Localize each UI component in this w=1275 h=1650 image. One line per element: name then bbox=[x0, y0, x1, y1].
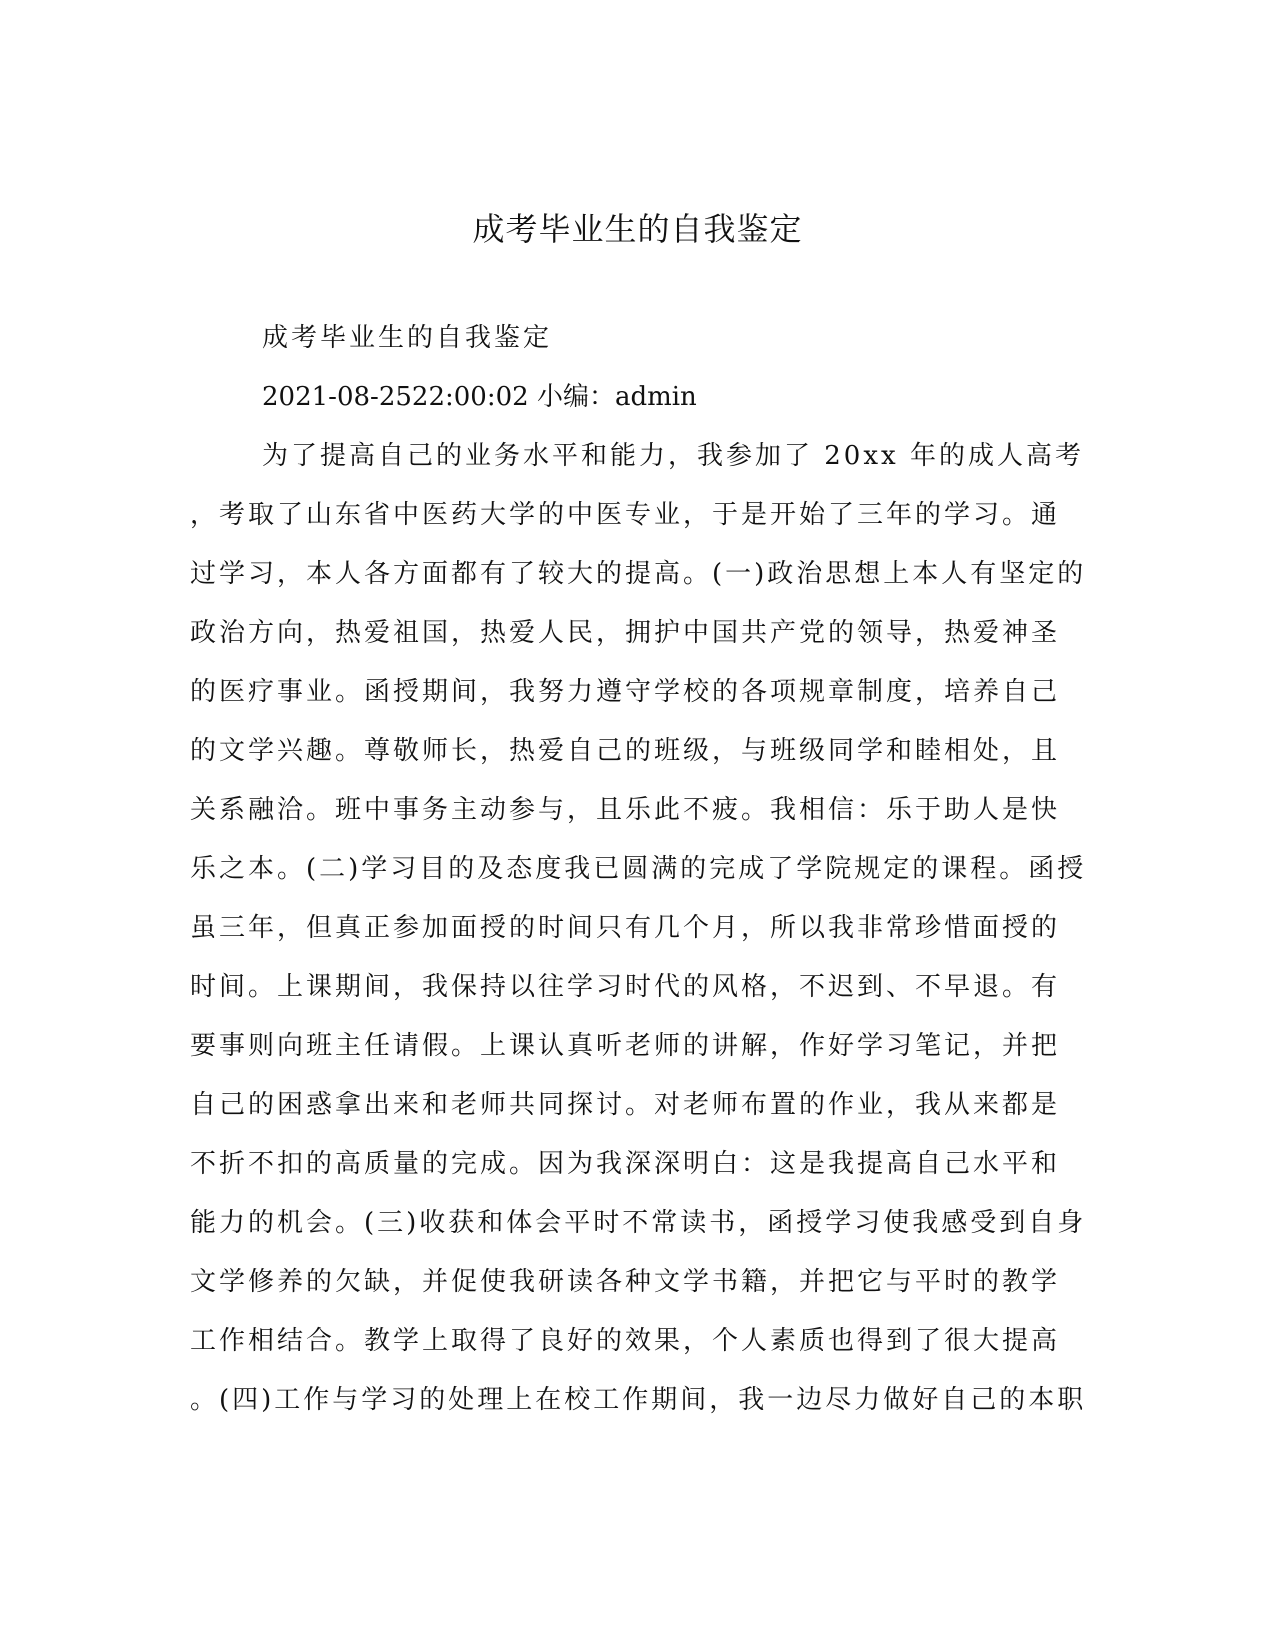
publish-meta: 2021-08-2522:00:02 小编：admin bbox=[262, 382, 697, 412]
body-line: 的文学兴趣。尊敬师长，热爱自己的班级，与班级同学和睦相处，且 bbox=[190, 736, 1061, 766]
body-line: 能力的机会。(三)收获和体会平时不常读书，函授学习使我感受到自身 bbox=[190, 1208, 1087, 1238]
body-line: 为了提高自己的业务水平和能力，我参加了 20xx 年的成人高考 bbox=[262, 441, 1084, 471]
body-line: 政治方向，热爱祖国，热爱人民，拥护中国共产党的领导，热爱神圣 bbox=[190, 618, 1061, 648]
body-line: 关系融洽。班中事务主动参与，且乐此不疲。我相信：乐于助人是快 bbox=[190, 795, 1061, 825]
body-line: 的医疗事业。函授期间，我努力遵守学校的各项规章制度，培养自己 bbox=[190, 677, 1061, 707]
body-line: 要事则向班主任请假。上课认真听老师的讲解，作好学习笔记，并把 bbox=[190, 1031, 1061, 1061]
body-line: 工作相结合。教学上取得了良好的效果，个人素质也得到了很大提高 bbox=[190, 1326, 1061, 1356]
body-line: 文学修养的欠缺，并促使我研读各种文学书籍，并把它与平时的教学 bbox=[190, 1267, 1061, 1297]
document-title: 成考毕业生的自我鉴定 bbox=[472, 210, 803, 248]
body-line: 。(四)工作与学习的处理上在校工作期间，我一边尽力做好自己的本职 bbox=[190, 1385, 1087, 1415]
body-line: ，考取了山东省中医药大学的中医专业，于是开始了三年的学习。通 bbox=[190, 500, 1061, 530]
document-subtitle: 成考毕业生的自我鉴定 bbox=[262, 323, 553, 353]
body-line: 不折不扣的高质量的完成。因为我深深明白：这是我提高自己水平和 bbox=[190, 1149, 1061, 1179]
body-line: 自己的困惑拿出来和老师共同探讨。对老师布置的作业，我从来都是 bbox=[190, 1090, 1061, 1120]
body-line: 过学习，本人各方面都有了较大的提高。(一)政治思想上本人有坚定的 bbox=[190, 559, 1087, 589]
body-line: 时间。上课期间，我保持以往学习时代的风格，不迟到、不早退。有 bbox=[190, 972, 1061, 1002]
body-line: 虽三年，但真正参加面授的时间只有几个月，所以我非常珍惜面授的 bbox=[190, 913, 1061, 943]
body-line: 乐之本。(二)学习目的及态度我已圆满的完成了学院规定的课程。函授 bbox=[190, 854, 1087, 884]
